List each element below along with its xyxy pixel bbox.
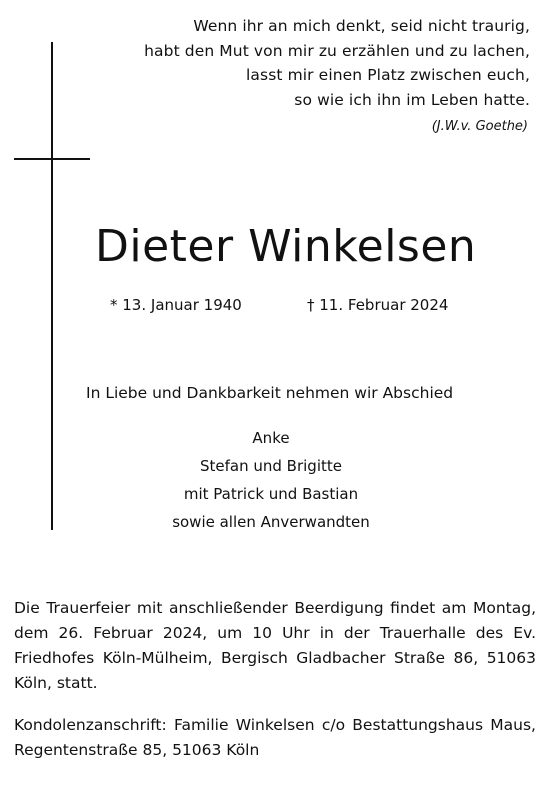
mourner-line: mit Patrick und Bastian (183, 485, 359, 503)
death-date: † 11. Februar 2024 (307, 296, 449, 314)
poem-block (90, 14, 530, 134)
mourners-list (120, 424, 422, 536)
poem-line: Wenn ihr an mich denkt, seid nicht traurig, (193, 17, 530, 35)
mourner-line: Anke (252, 429, 290, 447)
poem-author: (J.W.v. Goethe) (431, 119, 528, 134)
poem-line: lasst mir einen Platz zwischen euch, (246, 66, 530, 84)
mourner-line: sowie allen Anverwandten (172, 513, 370, 531)
cross-horizontal-bar (14, 158, 90, 160)
cross-vertical-bar (51, 42, 53, 530)
poem-line: habt den Mut von mir zu erzählen und zu lachen, (144, 41, 530, 60)
funeral-service-info: Die Trauerfeier mit anschließender Beerdigung findet am Montag, dem 26. Februar 2024, um 10 Uhr in der Trauerhalle des Ev. Friedhofes Köln-Mülheim, Bergisch Gladbacher Straße 86, 51063 Köln, statt. (14, 599, 536, 692)
poem-line: so wie ich ihn im Leben hatte. (294, 90, 530, 109)
farewell-line: In Liebe und Dankbarkeit nehmen wir Abschied (86, 384, 454, 402)
mourner-line: Stefan und Brigitte (200, 457, 342, 475)
birth-date: * 13. Januar 1940 (110, 296, 242, 314)
deceased-name: Dieter Winkelsen (95, 221, 477, 272)
condolence-address: Kondolenzanschrift: Familie Winkelsen c/o Bestattungshaus Maus, Regentenstraße 85, 51063 Köln (14, 716, 536, 759)
